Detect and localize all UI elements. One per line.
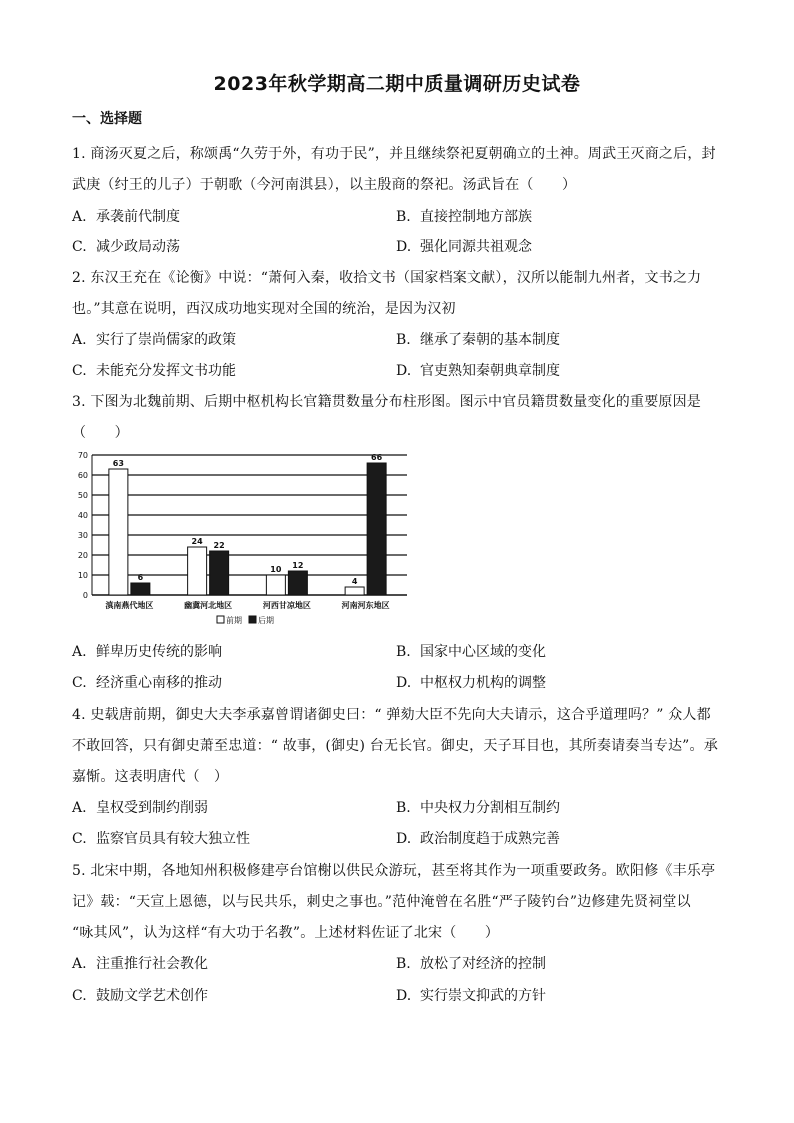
question-5-option-d[interactable]: D. 实行崇文抑武的方针	[396, 988, 546, 1004]
bar-early-2	[266, 575, 285, 595]
question-3-option-c[interactable]: C. 经济重心南移的推动	[72, 675, 222, 691]
data-label-early-2: 10	[270, 565, 282, 574]
bar-late-2	[288, 571, 307, 595]
bar-late-0	[131, 583, 150, 595]
x-tick-label-2: 河西甘凉地区	[262, 601, 311, 610]
question-5-line-1: 5. 北宋中期，各地知州积极修建亭台馆榭以供民众游玩，甚至将其作为一项重要政务。欧阳修《丰乐亭	[72, 863, 716, 879]
x-tick-label-3: 河南河东地区	[341, 601, 390, 610]
data-label-late-0: 6	[137, 573, 144, 582]
chart-bars	[109, 453, 386, 595]
question-4-option-b[interactable]: B. 中央权力分割相互制约	[396, 800, 560, 816]
chart-x-tick-labels	[105, 600, 389, 610]
y-tick-label-20: 20	[77, 551, 88, 560]
y-tick-label-60: 60	[77, 471, 88, 480]
bar-chart	[72, 449, 412, 635]
y-tick-label-0: 0	[82, 591, 88, 600]
section-heading: 一、选择题	[72, 111, 142, 127]
question-2-option-a[interactable]: A. 实行了崇尚儒家的政策	[72, 332, 236, 348]
y-tick-label-70: 70	[77, 451, 88, 460]
question-1-option-d[interactable]: D. 强化同源共祖观念	[396, 239, 532, 255]
question-1-line-1: 1. 商汤灭夏之后，称颂禹“久劳于外，有功于民”，并且继续祭祀夏朝确立的土神。周武王灭商之后，封	[72, 146, 716, 162]
data-label-late-2: 12	[292, 561, 304, 570]
y-tick-label-30: 30	[77, 531, 88, 540]
question-3-line-1: 3. 下图为北魏前期、后期中枢机构长官籍贯数量分布柱形图。图示中官员籍贯数量变化的重要原因是	[72, 394, 702, 410]
chart-y-tick-labels	[78, 451, 88, 600]
x-tick-label-0: 滇南燕代地区	[105, 601, 154, 610]
data-label-late-1: 22	[213, 541, 225, 550]
data-label-early-3: 4	[351, 577, 358, 586]
y-tick-label-50: 50	[77, 491, 88, 500]
question-1-option-a[interactable]: A. 承袭前代制度	[72, 209, 180, 225]
question-4-option-d[interactable]: D. 政治制度趋于成熟完善	[396, 831, 560, 847]
question-2-line-2: 也。”其意在说明，西汉成功地实现对全国的统治，是因为汉初	[72, 301, 456, 317]
bar-early-1	[188, 547, 207, 595]
question-3-line-2: （ ）	[72, 425, 129, 441]
question-3-option-a[interactable]: A. 鲜卑历史传统的影响	[72, 644, 222, 660]
legend-swatch-1	[249, 616, 256, 623]
question-1-line-2: 武庚（纣王的儿子）于朝歌（今河南淇县），以主殷商的祭祀。汤武旨在（ ）	[72, 177, 577, 193]
question-2-option-b[interactable]: B. 继承了秦朝的基本制度	[396, 332, 560, 348]
question-5-line-2: 记》载：“天宣上恩德，以与民共乐，刺史之事也。”范仲淹曾在名胜“严子陵钓台”边修建先贤祠堂以	[72, 894, 691, 910]
question-4-line-1: 4. 史载唐前期，御史大夫李承嘉曾谓诸御史曰：“ 弹劾大臣不先向大夫请示，这合乎道理吗？” 众人都	[72, 707, 711, 723]
question-5-option-a[interactable]: A. 注重推行社会教化	[72, 956, 208, 972]
question-2-option-c[interactable]: C. 未能充分发挥文书功能	[72, 363, 236, 379]
legend-label-1: 后期	[258, 616, 274, 625]
legend-label-0: 前期	[226, 616, 242, 625]
question-4-option-a[interactable]: A. 皇权受到制约削弱	[72, 800, 208, 816]
chart-legend	[217, 615, 274, 625]
question-3-option-d[interactable]: D. 中枢权力机构的调整	[396, 675, 546, 691]
question-4-line-2: 不敢回答，只有御史萧至忠道：“ 故事，(御史) 台无长官。御史，天子耳目也，其所奏请奏当专达”。承	[72, 738, 718, 754]
question-1-option-c[interactable]: C. 减少政局动荡	[72, 239, 180, 255]
y-tick-label-10: 10	[77, 571, 88, 580]
bar-late-3	[367, 463, 386, 595]
question-4-option-c[interactable]: C. 监察官员具有较大独立性	[72, 831, 250, 847]
question-4-line-3: 嘉惭。这表明唐代（ ）	[72, 769, 229, 785]
y-tick-label-40: 40	[77, 511, 88, 520]
data-label-late-3: 66	[371, 453, 383, 462]
bar-early-3	[345, 587, 364, 595]
bar-late-1	[210, 551, 229, 595]
question-5-option-b[interactable]: B. 放松了对经济的控制	[396, 956, 546, 972]
bar-early-0	[109, 469, 128, 595]
question-2-line-1: 2. 东汉王充在《论衡》中说：“萧何入秦，收拾文书（国家档案文献），汉所以能制九州者，文书之力	[72, 270, 702, 286]
exam-title: 2023年秋学期高二期中质量调研历史试卷	[213, 73, 581, 95]
question-5-line-3: “咏其风”，认为这样“有大功于名教”。上述材料佐证了北宋（ ）	[72, 925, 500, 941]
data-label-early-0: 63	[112, 459, 124, 468]
question-3-option-b[interactable]: B. 国家中心区域的变化	[396, 644, 546, 660]
data-label-early-1: 24	[191, 537, 203, 546]
question-5-option-c[interactable]: C. 鼓励文学艺术创作	[72, 988, 208, 1004]
question-1-option-b[interactable]: B. 直接控制地方部族	[396, 209, 532, 225]
legend-swatch-0	[217, 616, 224, 623]
x-tick-label-1: 幽冀河北地区	[184, 601, 233, 610]
question-2-option-d[interactable]: D. 官吏熟知秦朝典章制度	[396, 363, 560, 379]
